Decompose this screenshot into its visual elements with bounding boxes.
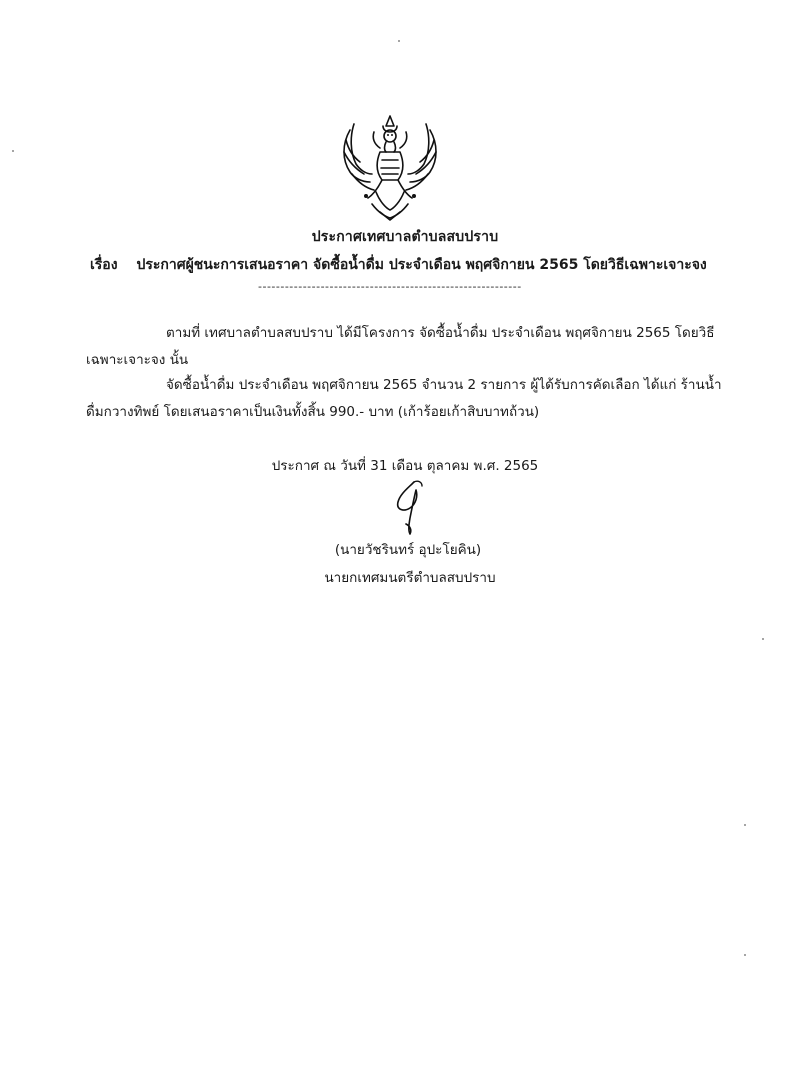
announcement-date: ประกาศ ณ วันที่ 31 เดือน ตุลาคม พ.ศ. 2565 bbox=[271, 458, 539, 474]
subject-text: ประกาศผู้ชนะการเสนอราคา จัดซื้อน้ำดื่ม ประจำเดือน พฤศจิกายน 2565 โดยวิธีเฉพาะเจาะจง bbox=[136, 257, 707, 273]
scan-speck bbox=[762, 638, 764, 640]
scan-speck bbox=[12, 150, 14, 152]
scan-speck bbox=[744, 954, 746, 956]
paragraph-2-text: จัดซื้อน้ำดื่ม ประจำเดือน พฤศจิกายน 2565 จำนวน 2 รายการ ผู้ได้รับการคัดเลือก ได้แก่ ร้านน้ำดื่มกวางทิพย์ โดยเสนอราคาเป็นเงินทั้งสิ้น 990.- บาท (เก้าร้อยเก้าสิบบาทถ้วน) bbox=[86, 377, 722, 420]
handwritten-signature bbox=[384, 478, 444, 536]
document-title: ประกาศเทศบาลตำบลสบปราบ bbox=[311, 229, 499, 245]
subject-label: เรื่อง bbox=[90, 257, 118, 273]
paragraph-2 bbox=[86, 372, 724, 426]
paragraph-1 bbox=[86, 320, 724, 374]
signer-title: นายกเทศมนตรีตำบลสบปราบ bbox=[324, 570, 496, 586]
signer-name: (นายวัชรินทร์ อุปะโยคิน) bbox=[334, 542, 482, 558]
divider-line: ----------------------------------------------------------- bbox=[258, 280, 522, 293]
subject-line bbox=[90, 254, 780, 276]
scan-speck bbox=[398, 40, 400, 42]
garuda-emblem-icon bbox=[336, 112, 444, 222]
scan-speck bbox=[744, 824, 746, 826]
paragraph-1-text: ตามที่ เทศบาลตำบลสบปราบ ได้มีโครงการ จัดซื้อน้ำดื่ม ประจำเดือน พฤศจิกายน 2565 โดยวิธีเฉพาะเจาะจง นั้น bbox=[86, 325, 715, 368]
